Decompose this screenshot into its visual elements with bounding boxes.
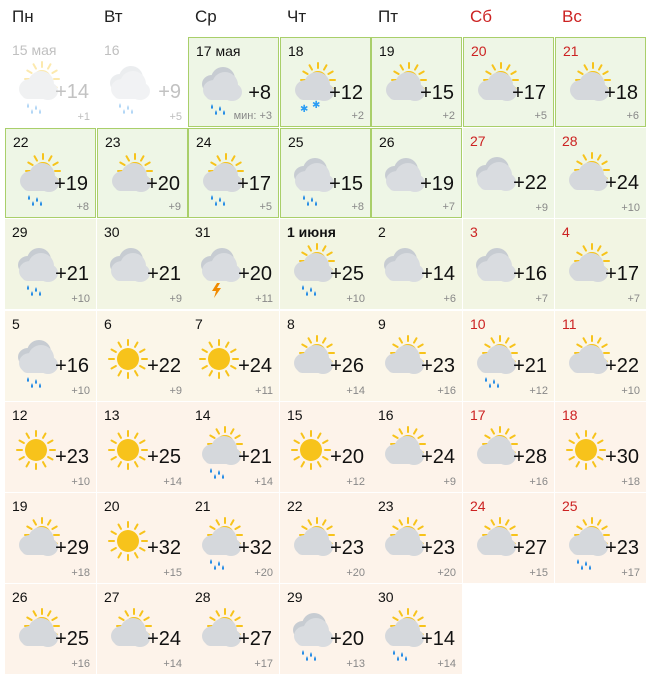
day-temperature: +19 bbox=[54, 173, 88, 195]
day-date-label: 28 bbox=[195, 589, 211, 605]
day-date-label: 1 июня bbox=[287, 224, 336, 240]
forecast-day-cell[interactable] bbox=[5, 493, 96, 583]
night-temperature: +14 bbox=[437, 658, 456, 670]
night-temperature: +9 bbox=[169, 293, 182, 305]
day-temperature: +25 bbox=[330, 263, 364, 285]
night-temperature: +1 bbox=[77, 111, 90, 123]
forecast-day-cell[interactable] bbox=[188, 584, 279, 674]
night-temperature: +5 bbox=[534, 110, 547, 122]
forecast-day-cell[interactable] bbox=[280, 311, 371, 401]
day-temperature: +20 bbox=[330, 628, 364, 650]
forecast-day-cell[interactable] bbox=[97, 493, 188, 583]
day-date-label: 16 bbox=[378, 407, 394, 423]
forecast-calendar-grid bbox=[5, 37, 650, 672]
forecast-day-cell[interactable] bbox=[463, 402, 554, 492]
day-temperature: +9 bbox=[158, 81, 181, 103]
day-date-label: 26 bbox=[379, 134, 395, 150]
night-temperature: +18 bbox=[621, 476, 640, 488]
svg-text:✱: ✱ bbox=[300, 104, 309, 115]
forecast-day-cell[interactable] bbox=[555, 311, 646, 401]
forecast-day-cell[interactable] bbox=[280, 219, 371, 309]
forecast-day-cell[interactable] bbox=[5, 128, 96, 218]
forecast-day-cell[interactable] bbox=[280, 402, 371, 492]
night-temperature: +13 bbox=[346, 658, 365, 670]
night-temperature: +8 bbox=[351, 201, 364, 213]
night-temperature: +14 bbox=[163, 658, 182, 670]
night-temperature: +9 bbox=[169, 385, 182, 397]
night-temperature: мин: +3 bbox=[233, 110, 272, 122]
forecast-day-cell[interactable] bbox=[463, 128, 554, 218]
day-temperature: +12 bbox=[329, 82, 363, 104]
forecast-day-cell[interactable] bbox=[97, 219, 188, 309]
night-temperature: +20 bbox=[346, 567, 365, 579]
day-date-label: 12 bbox=[12, 407, 28, 423]
night-temperature: +16 bbox=[437, 385, 456, 397]
forecast-day-cell[interactable] bbox=[97, 37, 188, 127]
day-date-label: 25 bbox=[288, 134, 304, 150]
night-temperature: +5 bbox=[169, 111, 182, 123]
night-temperature: +7 bbox=[442, 201, 455, 213]
day-date-label: 27 bbox=[104, 589, 120, 605]
day-temperature: +22 bbox=[513, 172, 547, 194]
day-date-label: 24 bbox=[196, 134, 212, 150]
day-date-label: 24 bbox=[470, 498, 486, 514]
forecast-day-cell[interactable] bbox=[188, 311, 279, 401]
night-temperature: +17 bbox=[621, 567, 640, 579]
weekday-header-row bbox=[0, 0, 658, 36]
day-temperature: +23 bbox=[55, 446, 89, 468]
forecast-day-cell[interactable] bbox=[188, 493, 279, 583]
forecast-day-cell[interactable] bbox=[97, 311, 188, 401]
day-date-label: 4 bbox=[562, 224, 570, 240]
forecast-day-cell[interactable] bbox=[463, 311, 554, 401]
day-temperature: +25 bbox=[147, 446, 181, 468]
forecast-day-cell[interactable] bbox=[371, 493, 462, 583]
day-date-label: 19 bbox=[379, 43, 395, 59]
night-temperature: +6 bbox=[443, 293, 456, 305]
day-temperature: +17 bbox=[512, 82, 546, 104]
day-temperature: +20 bbox=[330, 446, 364, 468]
forecast-day-cell[interactable] bbox=[5, 37, 96, 127]
forecast-day-cell[interactable] bbox=[371, 584, 462, 674]
weekday-header-wed: Ср bbox=[195, 7, 217, 26]
night-temperature: +5 bbox=[259, 201, 272, 213]
day-temperature: +20 bbox=[146, 173, 180, 195]
day-date-label: 28 bbox=[562, 133, 578, 149]
day-date-label: 18 bbox=[288, 43, 304, 59]
day-date-label: 8 bbox=[287, 316, 295, 332]
day-date-label: 9 bbox=[378, 316, 386, 332]
day-temperature: +14 bbox=[421, 628, 455, 650]
forecast-day-cell[interactable] bbox=[371, 219, 462, 309]
forecast-day-cell[interactable] bbox=[555, 37, 646, 127]
day-date-label: 20 bbox=[104, 498, 120, 514]
forecast-day-cell[interactable] bbox=[463, 37, 554, 127]
night-temperature: +11 bbox=[255, 385, 273, 397]
day-date-label: 7 bbox=[195, 316, 203, 332]
night-temperature: +10 bbox=[621, 202, 640, 214]
forecast-day-cell[interactable] bbox=[188, 128, 279, 218]
day-date-label: 22 bbox=[287, 498, 303, 514]
day-temperature: +8 bbox=[248, 82, 271, 104]
night-temperature: +2 bbox=[351, 110, 364, 122]
day-temperature: +19 bbox=[420, 173, 454, 195]
day-temperature: +14 bbox=[55, 81, 89, 103]
day-date-label: 31 bbox=[195, 224, 211, 240]
day-temperature: +23 bbox=[330, 537, 364, 559]
weekday-header-sun: Вс bbox=[562, 7, 582, 26]
night-temperature: +18 bbox=[71, 567, 90, 579]
forecast-day-cell[interactable] bbox=[280, 37, 371, 127]
day-date-label: 15 bbox=[287, 407, 303, 423]
forecast-day-cell[interactable] bbox=[463, 493, 554, 583]
day-date-label: 30 bbox=[378, 589, 394, 605]
day-date-label: 17 bbox=[470, 407, 486, 423]
night-temperature: +17 bbox=[254, 658, 273, 670]
forecast-day-cell[interactable] bbox=[280, 493, 371, 583]
day-date-label: 18 bbox=[562, 407, 578, 423]
night-temperature: +14 bbox=[346, 385, 365, 397]
day-date-label: 29 bbox=[287, 589, 303, 605]
night-temperature: +8 bbox=[76, 201, 89, 213]
day-temperature: +32 bbox=[238, 537, 272, 559]
weekday-header-thu: Чт bbox=[287, 7, 307, 26]
forecast-day-cell[interactable] bbox=[97, 128, 188, 218]
weekday-header-fri: Пт bbox=[378, 7, 399, 26]
day-temperature: +22 bbox=[147, 355, 181, 377]
night-temperature: +12 bbox=[529, 385, 548, 397]
day-temperature: +24 bbox=[147, 628, 181, 650]
night-temperature: +14 bbox=[163, 476, 182, 488]
day-temperature: +17 bbox=[605, 263, 639, 285]
night-temperature: +16 bbox=[71, 658, 90, 670]
day-date-label: 29 bbox=[12, 224, 28, 240]
day-temperature: +15 bbox=[420, 82, 454, 104]
day-date-label: 17 мая bbox=[196, 43, 241, 59]
weekday-header-mon: Пн bbox=[12, 7, 34, 26]
weekday-header-tue: Вт bbox=[104, 7, 123, 26]
day-date-label: 26 bbox=[12, 589, 28, 605]
day-temperature: +23 bbox=[605, 537, 639, 559]
night-temperature: +6 bbox=[626, 110, 639, 122]
night-temperature: +20 bbox=[254, 567, 273, 579]
forecast-day-cell[interactable] bbox=[5, 584, 96, 674]
day-temperature: +23 bbox=[421, 355, 455, 377]
day-temperature: +21 bbox=[238, 446, 272, 468]
day-temperature: +15 bbox=[329, 173, 363, 195]
day-date-label: 5 bbox=[12, 316, 20, 332]
day-temperature: +14 bbox=[421, 263, 455, 285]
day-temperature: +17 bbox=[237, 173, 271, 195]
forecast-day-cell[interactable] bbox=[463, 219, 554, 309]
day-temperature: +30 bbox=[605, 446, 639, 468]
night-temperature: +15 bbox=[529, 567, 548, 579]
day-temperature: +21 bbox=[147, 263, 181, 285]
cloudy-rain-icon bbox=[102, 59, 154, 111]
forecast-day-cell[interactable] bbox=[555, 493, 646, 583]
forecast-day-cell[interactable] bbox=[188, 219, 279, 309]
forecast-day-cell[interactable] bbox=[280, 128, 371, 218]
weekday-header-sat: Сб bbox=[470, 7, 493, 26]
night-temperature: +15 bbox=[163, 567, 182, 579]
night-temperature: +16 bbox=[529, 476, 548, 488]
forecast-day-cell[interactable] bbox=[371, 128, 462, 218]
forecast-day-cell[interactable] bbox=[371, 311, 462, 401]
day-temperature: +20 bbox=[238, 263, 272, 285]
day-date-label: 14 bbox=[195, 407, 211, 423]
day-temperature: +27 bbox=[513, 537, 547, 559]
night-temperature: +14 bbox=[254, 476, 273, 488]
day-date-label: 27 bbox=[470, 133, 486, 149]
day-date-label: 21 bbox=[195, 498, 211, 514]
day-temperature: +29 bbox=[55, 537, 89, 559]
day-date-label: 20 bbox=[471, 43, 487, 59]
forecast-day-cell[interactable] bbox=[555, 402, 646, 492]
day-date-label: 2 bbox=[378, 224, 386, 240]
forecast-day-cell[interactable] bbox=[371, 37, 462, 127]
night-temperature: +2 bbox=[442, 110, 455, 122]
night-temperature: +7 bbox=[535, 293, 548, 305]
night-temperature: +10 bbox=[71, 476, 90, 488]
day-temperature: +23 bbox=[421, 537, 455, 559]
night-temperature: +10 bbox=[621, 385, 640, 397]
day-date-label: 30 bbox=[104, 224, 120, 240]
day-temperature: +27 bbox=[238, 628, 272, 650]
night-temperature: +7 bbox=[627, 293, 640, 305]
svg-text:✱: ✱ bbox=[312, 100, 321, 111]
day-temperature: +26 bbox=[330, 355, 364, 377]
day-temperature: +16 bbox=[55, 355, 89, 377]
forecast-day-cell[interactable] bbox=[371, 402, 462, 492]
day-date-label: 25 bbox=[562, 498, 578, 514]
night-temperature: +10 bbox=[71, 385, 90, 397]
day-temperature: +25 bbox=[55, 628, 89, 650]
day-temperature: +18 bbox=[604, 82, 638, 104]
day-date-label: 15 мая bbox=[12, 42, 57, 58]
day-temperature: +24 bbox=[421, 446, 455, 468]
forecast-day-cell[interactable] bbox=[280, 584, 371, 674]
day-date-label: 16 bbox=[104, 42, 120, 58]
day-date-label: 10 bbox=[470, 316, 486, 332]
day-date-label: 23 bbox=[378, 498, 394, 514]
night-temperature: +9 bbox=[535, 202, 548, 214]
day-temperature: +22 bbox=[605, 355, 639, 377]
night-temperature: +11 bbox=[255, 293, 273, 305]
day-date-label: 6 bbox=[104, 316, 112, 332]
night-temperature: +12 bbox=[346, 476, 365, 488]
day-date-label: 3 bbox=[470, 224, 478, 240]
day-date-label: 13 bbox=[104, 407, 120, 423]
night-temperature: +10 bbox=[71, 293, 90, 305]
day-temperature: +24 bbox=[605, 172, 639, 194]
day-date-label: 11 bbox=[562, 316, 577, 332]
forecast-day-cell[interactable] bbox=[97, 584, 188, 674]
forecast-day-cell[interactable] bbox=[555, 128, 646, 218]
forecast-day-cell[interactable] bbox=[5, 219, 96, 309]
night-temperature: +9 bbox=[443, 476, 456, 488]
day-temperature: +28 bbox=[513, 446, 547, 468]
day-temperature: +24 bbox=[238, 355, 272, 377]
day-date-label: 21 bbox=[563, 43, 579, 59]
day-temperature: +21 bbox=[513, 355, 547, 377]
forecast-day-cell[interactable] bbox=[97, 402, 188, 492]
day-temperature: +21 bbox=[55, 263, 89, 285]
day-temperature: +16 bbox=[513, 263, 547, 285]
day-date-label: 19 bbox=[12, 498, 28, 514]
forecast-day-cell[interactable] bbox=[555, 219, 646, 309]
forecast-day-cell[interactable] bbox=[188, 37, 279, 127]
forecast-day-cell[interactable] bbox=[5, 311, 96, 401]
cloudy-rain-icon bbox=[194, 60, 246, 112]
day-date-label: 22 bbox=[13, 134, 29, 150]
night-temperature: +20 bbox=[437, 567, 456, 579]
day-date-label: 23 bbox=[105, 134, 121, 150]
night-temperature: +9 bbox=[168, 201, 181, 213]
forecast-day-cell[interactable] bbox=[188, 402, 279, 492]
forecast-day-cell[interactable] bbox=[5, 402, 96, 492]
night-temperature: +10 bbox=[346, 293, 365, 305]
day-temperature: +32 bbox=[147, 537, 181, 559]
